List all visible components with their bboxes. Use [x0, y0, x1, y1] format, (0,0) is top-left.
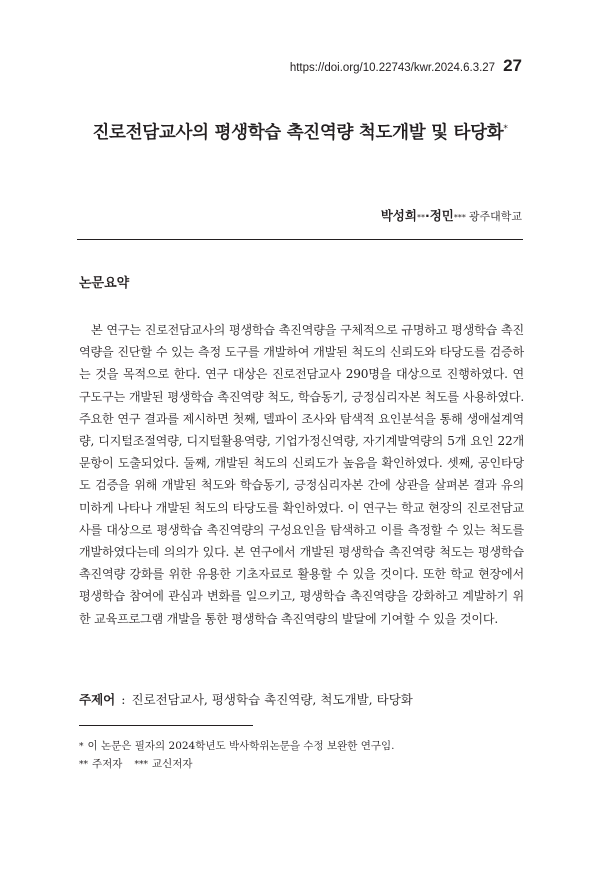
- footnote-2: [79, 756, 395, 774]
- author-affiliation: 광주대학교: [468, 210, 522, 223]
- page-number: 27: [503, 56, 522, 75]
- running-header: [290, 56, 522, 76]
- footnotes: [79, 738, 395, 774]
- header-divider: [77, 239, 523, 240]
- footnote-1-text: 이 논문은 필자의 2024학년도 박사학위논문을 수정 보완한 연구임.: [87, 740, 395, 752]
- keywords-text: 진로전담교사, 평생학습 촉진역량, 척도개발, 타당화: [131, 692, 413, 707]
- doi-link[interactable]: https://doi.org/10.22743/kwr.2024.6.3.27: [289, 62, 496, 74]
- footnote-divider: [79, 725, 253, 726]
- keywords-line: [79, 690, 413, 708]
- author-1-mark: **: [416, 213, 425, 222]
- footnote-3-mark: ***: [134, 760, 148, 770]
- keywords-label: 주제어: [79, 692, 116, 707]
- paper-title-text: 진로전담교사의 평생학습 촉진역량 척도개발 및 타당화: [92, 123, 504, 143]
- author-2-name: 정민: [429, 208, 454, 223]
- abstract-body: 본 연구는 진로전담교사의 평생학습 촉진역량을 구체적으로 규명하고 평생학습 촉진역량을 진단할 수 있는 측정 도구를 개발하여 개발된 척도의 신뢰도와 타당도를 검증하는 것을 목적으로 한다. 연구 대상은 진로전담교사 290명을 대상으로 진행하였다. 연구도구는 개발된 평생학습 촉진역량 척도, 학습동기, 긍정심리자본 척도를 사용하였다. 주요한 연구 결과를 제시하면 첫째, 델파이 조사와 탐색적 요인분석을 통해 생애설계역량, 디지털조절역량, 디지털활용역량, 기업가정신역량, 자기계발역량의 5개 요인 22개 문항이 도출되었다. 둘째, 개발된 척도의 신뢰도가 높음을 확인하였다. 셋째, 공인타당도 검증을 위해 개발된 척도와 학습동기, 긍정심리자본 간에 상관을 살펴본 결과 유의미하게 나타나 개발된 척도의 타당도를 확인하였다. 이 연구는 학교 현장의 진로전담교사를 대상으로 평생학습 촉진역량의 구성요인을 탐색하고 이를 측정할 수 있는 척도를 개발하였다는데 의의가 있다. 본 연구에서 개발된 평생학습 촉진역량 척도는 평생학습 촉진역량 강화를 위한 유용한 기초자료로 활용할 수 있을 것이다. 또한 학교 현장에서 평생학습 참여에 관심과 변화를 일으키고, 평생학습 촉진역량을 강화하고 계발하기 위한 교육프로그램 개발을 통한 평생학습 촉진역량의 발달에 기여할 수 있을 것이다.: [79, 323, 524, 626]
- author-line: [381, 206, 522, 224]
- paper-title: [0, 119, 600, 144]
- author-2-mark: ***: [453, 213, 466, 222]
- footnote-1-mark: *: [79, 742, 84, 752]
- footnote-2-text: 주저자: [92, 758, 123, 770]
- footnote-2-mark: **: [79, 760, 88, 770]
- abstract-heading: 논문요약: [79, 276, 130, 291]
- author-1-name: 박성희: [380, 208, 417, 223]
- author-separator: ·: [424, 208, 430, 223]
- keywords-separator: :: [121, 692, 126, 707]
- footnote-3-text: 교신저자: [151, 758, 193, 770]
- title-footnote-mark: *: [503, 124, 508, 135]
- footnote-1: [79, 738, 395, 756]
